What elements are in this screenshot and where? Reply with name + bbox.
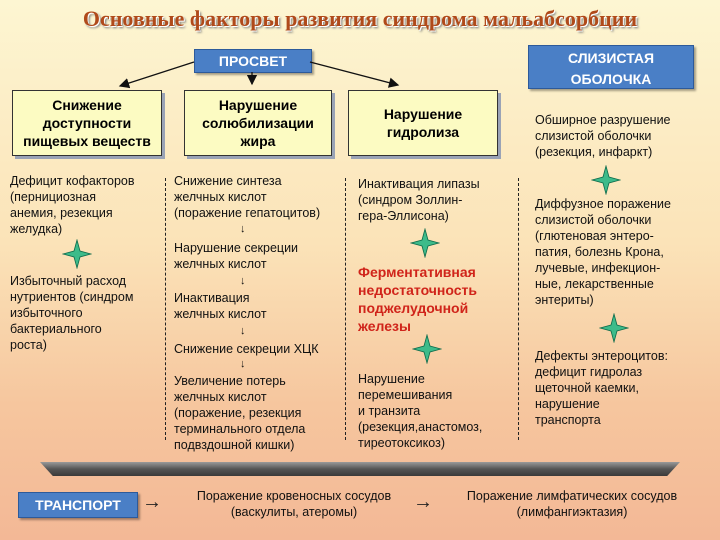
bile-synthesis-text: Снижение синтеза желчных кислот (поражение гепатоцитов) xyxy=(174,174,321,220)
mucosa-destruction-text: Обширное разрушение слизистой оболочки (резекция, инфаркт) xyxy=(535,113,671,159)
cck-secretion-text: Снижение секреции ХЦК xyxy=(174,342,319,356)
arrow-to-hydrolysis xyxy=(310,62,398,85)
separator-1 xyxy=(165,178,166,440)
star-icon xyxy=(599,313,629,343)
hydrolysis-label: Нарушение гидролиза xyxy=(383,106,463,140)
lumen-arrows xyxy=(0,0,720,100)
divider-bar xyxy=(40,462,680,476)
down-arrow-2: ↓ xyxy=(240,275,246,287)
arrow-right-icon: → xyxy=(413,491,433,513)
excess-consumption-text: Избыточный расход нутриентов (синдром избыточного бактериального роста) xyxy=(10,274,134,352)
lumen-label: ПРОСВЕТ xyxy=(194,49,312,73)
transport-label: ТРАНСПОРТ xyxy=(18,492,138,518)
lipase-inactivation-text: Инактивация липазы (синдром Золлин- гера-Эллисона) xyxy=(358,177,480,223)
bile-inactivation-text: Инактивация желчных кислот xyxy=(174,291,267,321)
down-arrow-3: ↓ xyxy=(240,325,246,337)
separator-3 xyxy=(518,178,519,440)
vascular-lesion-text: Поражение кровеносных сосудов (васкулиты, атеромы) xyxy=(196,489,392,519)
diagram-title: Основные факторы развития синдрома мальабсорбции xyxy=(82,6,638,31)
solubilization-box xyxy=(184,90,332,156)
availability-label: Снижение доступности пищевых веществ xyxy=(23,97,151,149)
cofactor-deficit-text: Дефицит кофакторов (пернициозная анемия, резекция желудка) xyxy=(10,174,135,236)
hydrolysis-box xyxy=(348,90,498,156)
arrow-to-availability xyxy=(120,62,194,86)
down-arrow-4: ↓ xyxy=(240,358,246,370)
down-arrow-1: ↓ xyxy=(240,223,246,235)
enterocyte-defects-text: Дефекты энтероцитов: дефицит гидролаз щеточной каемки, нарушение транспорта xyxy=(535,349,668,427)
diffuse-mucosa-text: Диффузное поражение слизистой оболочки (глютеновая энтеро- патия, болезнь Крона, лучевые, инфекцион- ные, лекарственные энтериты) xyxy=(535,197,671,307)
availability-box xyxy=(12,90,162,156)
star-icon xyxy=(591,165,621,195)
arrow-right-icon: → xyxy=(142,491,162,513)
mucosa-label: СЛИЗИСТАЯ ОБОЛОЧКА xyxy=(528,45,694,89)
mixing-transit-text: Нарушение перемешивания и транзита (резекция,анастомоз, тиреотоксикоз) xyxy=(358,372,483,450)
bile-secretion-text: Нарушение секреции желчных кислот xyxy=(174,241,299,271)
pancreatic-insufficiency-text: Ферментативная недостаточность поджелудочной железы xyxy=(358,264,477,334)
star-icon xyxy=(62,239,92,269)
lymphatic-lesion-text: Поражение лимфатических сосудов (лимфангиэктазия) xyxy=(466,489,678,519)
star-icon xyxy=(412,334,442,364)
solubilization-label: Нарушение солюбилизации жира xyxy=(202,97,314,149)
bile-loss-text: Увеличение потерь желчных кислот (поражение, резекция терминального отдела подвздошной кишки) xyxy=(174,374,306,452)
star-icon xyxy=(410,228,440,258)
